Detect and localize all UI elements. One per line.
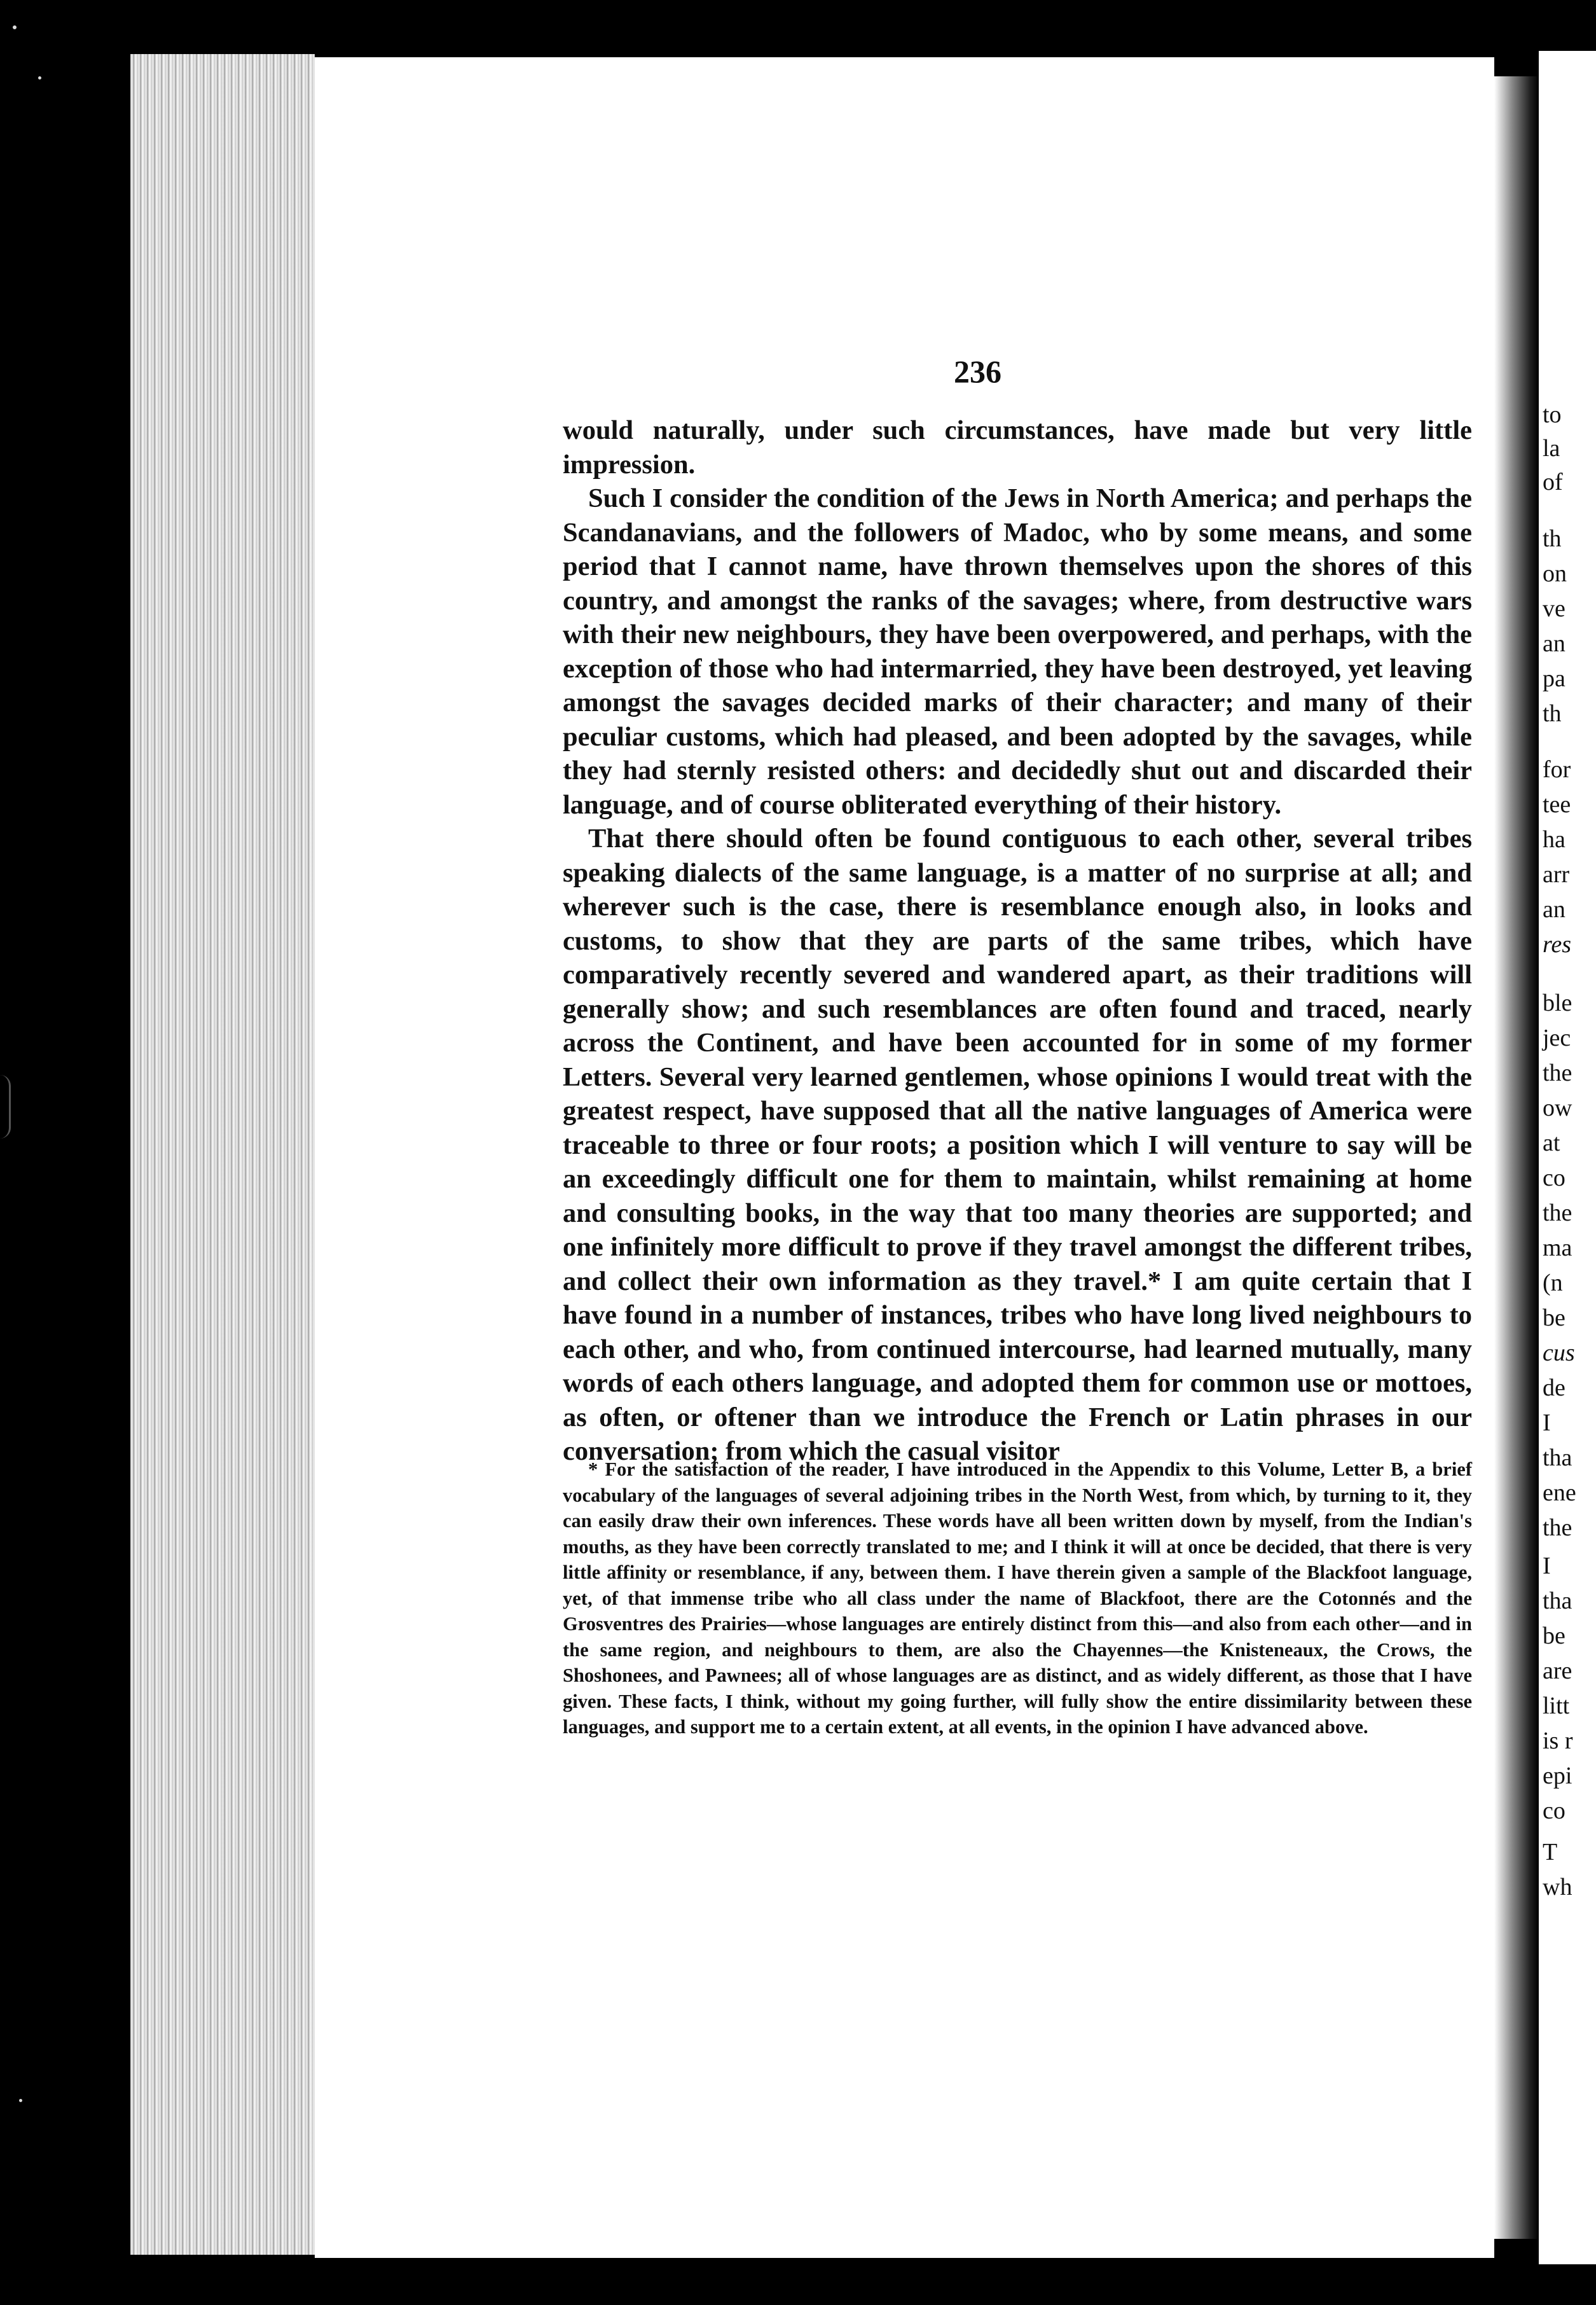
next-page-fragment: ow bbox=[1543, 1095, 1572, 1121]
body-text bbox=[563, 413, 1472, 1469]
scan-speck bbox=[19, 2099, 22, 2102]
next-page-fragment: the bbox=[1543, 1060, 1572, 1086]
next-page-fragment: tha bbox=[1543, 1588, 1572, 1614]
next-page-fragment: tha bbox=[1543, 1444, 1572, 1471]
next-page-fragment: at bbox=[1543, 1130, 1560, 1156]
next-page-fragment: co bbox=[1543, 1165, 1565, 1191]
next-page-fragment: (n bbox=[1543, 1270, 1563, 1296]
page-number: 236 bbox=[954, 354, 1001, 389]
footnote bbox=[563, 1457, 1472, 1740]
next-page-fragment: I bbox=[1543, 1553, 1551, 1579]
footnote-text: * For the satisfaction of the reader, I have introduced in the Appendix to this Volume, Letter B, a brief vocabulary of the languages of several adjoining tribes in the North West, from which, by turning to it, they can easily draw their own inferences. These words have all been written down by myself, from the Indian's mouths, as they have been correctly translated to me; and I think it will at once be decided, that there is very little affinity or resemblance, if any, between them. I have therein given a sample of the Blackfoot language, yet, of that immense tribe who all class under the name of Blackfoot, there are the Cotonnés and the Grosventres des Prairies—whose languages are entirely distinct from this—and also from each other—and in the same region, and neighbours to them, are also the Chayennes—the Knisteneaux, the Crows, the Shoshonees, and Pawnees; all of whose languages are as distinct, and as widely different, as those that I have given. These facts, I think, without my going further, will fully show the entire dissimilarity between these languages, and support me to a certain extent, at all events, in the opinion I have advanced above. bbox=[563, 1458, 1472, 1738]
next-page-fragment: jec bbox=[1543, 1025, 1571, 1051]
next-page-fragment: the bbox=[1543, 1200, 1572, 1226]
next-page-fragment: th bbox=[1543, 700, 1562, 727]
next-page-fragment: co bbox=[1543, 1797, 1565, 1824]
next-page-fragment: ble bbox=[1543, 990, 1572, 1016]
next-page-fragment: epi bbox=[1543, 1762, 1572, 1789]
paragraph: Such I consider the condition of the Jews in North America; and perhaps the Scandanavians, and the followers of Madoc, who by some means, and some period that I cannot name, have thrown themselves upon the shores of this country, and amongst the ranks of the savages; where, from destructive wars with their new neighbours, they have been overpowered, and perhaps, with the exception of those who had intermarried, they have been destroyed, yet leaving amongst the savages decided marks of their character; and many of their peculiar customs, which had pleased, and been adopted by the savages, while they had sternly resisted others: and decidedly shut out and discarded their language, and of course obliterated everything of their history. bbox=[563, 483, 1472, 820]
next-page-fragment: la bbox=[1543, 435, 1560, 462]
next-page-fragment: be bbox=[1543, 1623, 1565, 1649]
next-page-fragment: ma bbox=[1543, 1235, 1572, 1261]
next-page-fragment: of bbox=[1543, 469, 1563, 495]
paragraph: would naturally, under such circumstances, have made but very little impression. bbox=[563, 415, 1472, 480]
paragraph: That there should often be found contiguous to each other, several tribes speaking dialects of the same language, is a matter of no surprise at all; and wherever such is the case, there is resemblance enough also, in looks and customs, to show that they are parts of the same tribes, which have comparatively recently severed and wandered apart, as their traditions will generally show; and such resemblances are often found and traced, nearly across the Continent, and have been accounted for in some of my former Letters. Several very learned gentlemen, whose opinions I would treat with the greatest respect, have supposed that all the native languages of America were traceable to three or four roots; a position which I will venture to say will be an exceedingly difficult one for them to maintain, whilst remaining at home and consulting books, in the way that too many theories are supported; and one infinitely more difficult to prove if they travel amongst the different tribes, and collect their own information as they travel.* I am quite certain that I have found in a number of instances, tribes who have long lived neighbours to each other, and who, from continued intercourse, had learned mutually, many words of each others language, and adopted them for common use or mottoes, as often, or oftener than we introduce the French or Latin phrases in our conversation; from which the casual visitor bbox=[563, 824, 1472, 1466]
next-page-fragment: be bbox=[1543, 1305, 1565, 1331]
next-page-fragment: pa bbox=[1543, 665, 1565, 692]
next-page-fragment: th bbox=[1543, 525, 1562, 552]
next-page-fragment: I bbox=[1543, 1409, 1551, 1436]
next-page-fragment: the bbox=[1543, 1514, 1572, 1541]
page-edges bbox=[130, 54, 315, 2255]
next-page-fragment: cus bbox=[1543, 1339, 1575, 1366]
next-page-fragment: ha bbox=[1543, 826, 1565, 853]
next-page-fragment: is r bbox=[1543, 1727, 1573, 1754]
book-gutter bbox=[1494, 76, 1539, 2239]
next-page-fragment: an bbox=[1543, 630, 1565, 657]
next-page-fragment: T bbox=[1543, 1839, 1558, 1865]
next-page-fragment: tee bbox=[1543, 791, 1571, 818]
scan-edge-mark bbox=[0, 1075, 11, 1139]
next-page-fragment: wh bbox=[1543, 1874, 1572, 1900]
next-page-fragment: ene bbox=[1543, 1479, 1576, 1506]
next-page-fragment: de bbox=[1543, 1374, 1565, 1401]
next-page-fragment: for bbox=[1543, 756, 1571, 783]
next-page-fragment: res bbox=[1543, 931, 1572, 958]
next-page-fragment: on bbox=[1543, 560, 1567, 587]
next-page-fragment: ve bbox=[1543, 595, 1565, 622]
scan-speck bbox=[38, 76, 41, 80]
next-page-fragment: are bbox=[1543, 1658, 1572, 1684]
next-page-fragment: arr bbox=[1543, 861, 1570, 888]
scan-speck bbox=[13, 25, 17, 29]
next-page-fragment: to bbox=[1543, 401, 1562, 428]
next-page-fragment: litt bbox=[1543, 1692, 1570, 1719]
next-page-fragment: an bbox=[1543, 896, 1565, 923]
next-page-edge bbox=[1539, 51, 1596, 2264]
